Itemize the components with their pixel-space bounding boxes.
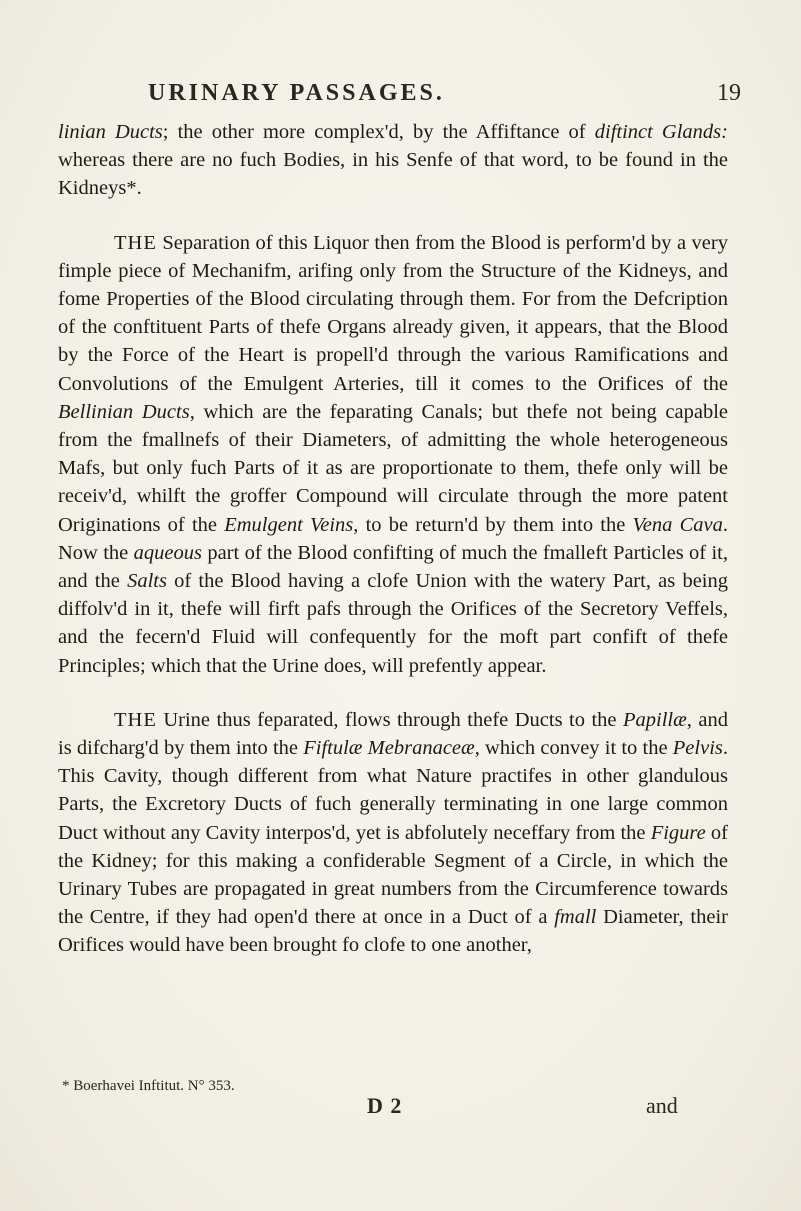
italic-term: linian Ducts <box>58 121 163 143</box>
paragraph-3: THE Urine thus feparated, flows through thefe Ducts to the Papillæ, and is difcharg'd by them into the Fiftulæ Mebranaceæ, which convey it to the Pelvis. This Cavity, though different from what Nature practifes in other glandulous Parts, the Excretory Ducts of fuch generally terminating in one large common Duct without any Cavity interpos'd, yet is abfolutely neceffary from the Figure of the Kidney; for this making a confiderable Segment of a Circle, in which the Urinary Tubes are propagated in great numbers from the Circumference towards the Centre, if they had open'd there at once in a Duct of a fmall Diameter, their Orifices would have been brought fo clofe to one another, <box>58 708 729 957</box>
footnote: * Boerhavei Inftitut. N° 353. <box>62 1078 235 1094</box>
italic-term: Vena Cava <box>632 513 723 536</box>
paragraph-lead-word: THE <box>114 231 157 254</box>
body-text <box>58 118 728 960</box>
page-number: 19 <box>717 80 741 106</box>
running-title: URINARY PASSAGES. <box>148 80 445 106</box>
italic-term: Pelvis <box>672 737 723 760</box>
signature-mark: D 2 <box>367 1093 403 1118</box>
italic-term: fmall <box>554 906 597 929</box>
italic-term: Fiftulæ Mebranaceæ <box>303 737 475 760</box>
italic-term: Figure <box>650 821 706 844</box>
paragraph-2: THE Separation of this Liquor then from the Blood is perform'd by a very fimple piece of Mechanifm, arifing only from the Structure of the Kidneys, and fome Properties of the Blood circulating through them. For from the Defcription of the conftituent Parts of thefe Organs already given, it appears, that the Blood by the Force of the Heart is propell'd through the various Ramifications and Convolutions of the Emulgent Arteries, till it comes to the Orifices of the Bellinian Ducts, which are the feparating Canals; but thefe not being capable from the fmallnefs of their Diameters, of admitting the whole heterogeneous Mafs, but only fuch Parts of it as are proportionate to them, thefe only will be receiv'd, whilft the groffer Compound will circulate through the more patent Originations of the Emulgent Veins, to be return'd by them into the Vena Cava. Now the aqueous part of the Blood confifting of much the fmalleft Particles of it, and the Salts of the Blood having a clofe Union with the watery Part, as being diffolv'd in it, thefe will firft pafs through the Orifices of the Secretory Veffels, and the fecern'd Fluid will confequently for the moft part confift of thefe Principles; which that the Urine does, will prefently appear. <box>58 231 729 677</box>
paragraph-1: linian Ducts; the other more complex'd, by the Affiftance of diftinct Glands: whereas there are no fuch Bodies, in his Senfe of that word, to be found in the Kidneys*. <box>58 121 728 200</box>
italic-term: Bellinian Ducts <box>58 400 190 423</box>
italic-term: Papillæ <box>622 708 687 731</box>
italic-term: Emulgent Veins <box>224 513 354 536</box>
italic-term: aqueous <box>133 541 202 564</box>
catchword: and <box>646 1093 678 1118</box>
italic-term: diftinct Glands: <box>594 121 728 143</box>
paragraph-lead-word: THE <box>114 708 157 731</box>
italic-term: Salts <box>127 570 167 593</box>
